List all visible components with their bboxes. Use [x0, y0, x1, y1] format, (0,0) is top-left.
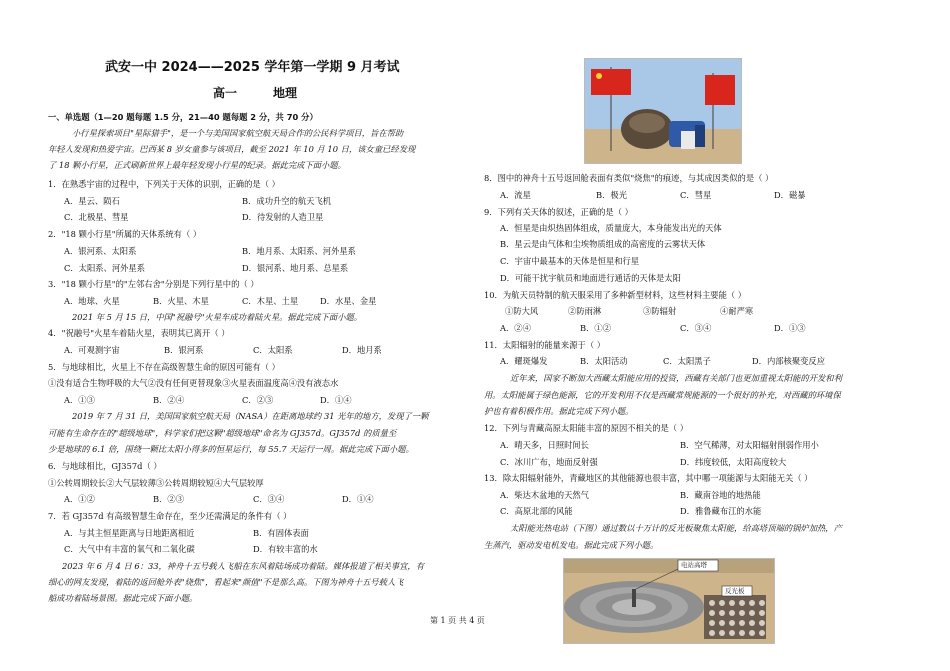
- passage6-line: 生蒸汽，驱动发电机发电。据此完成下列小题。: [484, 540, 659, 550]
- q1-stem: 1．在熟悉宇宙的过程中，下列关于天体的识别，正确的是（ ）: [48, 179, 280, 189]
- q7-stem: 7．若 GJ357d 有高级智慧生命存在，至少还需满足的条件有（ ）: [48, 511, 292, 521]
- q10-option-c[interactable]: C．③④: [680, 323, 712, 333]
- q10-statement: ④耐严寒: [720, 306, 754, 316]
- passage3-line: 2019 年 7 月 31 日，美国国家航空航天局（NASA）在距离地球约 31 光年的地方，发现了一颗: [72, 411, 429, 421]
- q1-option-d[interactable]: D．待发射的人造卫星: [242, 212, 324, 222]
- q3-stem: 3．"18 颗小行星"的"左邻右舍"分别是下列行星中的（ ）: [48, 279, 259, 289]
- q7-option-b[interactable]: B．有固体表面: [253, 528, 309, 538]
- q7-option-c[interactable]: C．大气中有丰富的氧气和二氧化碳: [64, 544, 195, 554]
- q11-option-a[interactable]: A．耀斑爆发: [500, 356, 548, 366]
- q3-option-d[interactable]: D．水星、金星: [320, 296, 377, 306]
- q13-option-c[interactable]: C．高原北部的风能: [500, 506, 573, 516]
- q8-stem: 8．图中的神舟十五号返回舱表面有类似"烧焦"的痕迹，与其成因类似的是（ ）: [484, 173, 774, 183]
- q9-option-a[interactable]: A．恒星是由炽热固体组成，质量庞大，本身能发出光的天体: [500, 223, 722, 233]
- subject-label: 地理: [273, 86, 298, 100]
- passage3-line: 少是地球的 6.1 倍，围绕一颗比太阳小得多的恒星运行，每 55.7 天运行一周。据此完成下面小题。: [48, 444, 414, 454]
- q10-stem: 10．为航天员特制的航天服采用了多种新型材料，这些材料主要能（ ）: [484, 290, 747, 300]
- q10-statement: ①防大风: [505, 306, 539, 316]
- page-footer: 第 1 页 共 4 页: [430, 616, 485, 625]
- q9-option-c[interactable]: C．宇宙中最基本的天体是恒星和行星: [500, 256, 640, 266]
- q3-option-a[interactable]: A．地球、火星: [64, 296, 120, 306]
- q10-option-a[interactable]: A．②④: [500, 323, 531, 333]
- q6-stem: 6．与地球相比，GJ357d（ ）: [48, 461, 162, 471]
- q6-option-a[interactable]: A．①②: [64, 494, 95, 504]
- q5-option-b[interactable]: B．②④: [153, 395, 184, 405]
- q8-option-c[interactable]: C．彗星: [680, 190, 712, 200]
- passage1-line: 年轻人发现和热爱宇宙。巴西某 8 岁女童参与该项目，截至 2021 年 10 月 10 日，该女童已经发现: [48, 144, 416, 154]
- q5-statements: ①没有适合生物呼吸的大气②没有任何更替现象③火星表面温度高④没有液态水: [48, 378, 339, 388]
- q11-stem: 11．太阳辐射的能量来源于（ ）: [484, 340, 606, 350]
- q4-option-b[interactable]: B．银河系: [164, 345, 204, 355]
- q7-option-a[interactable]: A．与其主恒星距离与日地距离相近: [64, 528, 195, 538]
- q12-stem: 12．下列与青藏高原太阳能丰富的原因不相关的是（ ）: [484, 423, 689, 433]
- tower-label: 电站高塔: [681, 561, 707, 569]
- q4-option-a[interactable]: A．可观测宇宙: [64, 345, 120, 355]
- q6-option-b[interactable]: B．②③: [153, 494, 184, 504]
- passage3-line: 可能有生命存在的"超级地球"，科学家们把这颗"超级地球"命名为 GJ357d。GJ357d 的质量至: [48, 428, 397, 438]
- q2-stem: 2．"18 颗小行星"所属的天体系统有（ ）: [48, 229, 202, 239]
- q2-option-c[interactable]: C．太阳系、河外星系: [64, 263, 146, 273]
- passage1-line: 了 18 颗小行星，正式刷新世界上最年轻发现小行星的纪录。据此完成下面小题。: [48, 160, 346, 170]
- q10-statement: ③防辐射: [643, 306, 677, 316]
- passage5-line: 用。太阳能属于绿色能源，它的开发利用不仅是西藏常规能源的一个很好的补充，对西藏的环境保: [484, 390, 841, 400]
- q13-option-a[interactable]: A．柴达木盆地的天然气: [500, 490, 589, 500]
- section-heading: 一、单选题（1—20 题每题 1.5 分，21—40 题每题 2 分，共 70 分）: [48, 112, 318, 122]
- passage1-line: 小行星探索项目"星际猎手"，是一个与美国国家航空航天局合作的公民科学项目，旨在帮助: [72, 128, 404, 138]
- q13-stem: 13．除太阳辐射能外，青藏地区的其他能源也很丰富，其中哪一项能源与太阳能无关（ ）: [484, 473, 813, 483]
- solar-plant-photo: [563, 558, 775, 644]
- q4-option-c[interactable]: C．太阳系: [253, 345, 293, 355]
- q3-option-c[interactable]: C．木星、土星: [242, 296, 299, 306]
- q9-option-d[interactable]: D．可能干扰宇航员和地面进行通话的天体是太阳: [500, 273, 681, 283]
- q13-option-d[interactable]: D．雅鲁藏布江的水能: [680, 506, 762, 516]
- q5-stem: 5．与地球相比，火星上不存在高级智慧生命的原因可能有（ ）: [48, 362, 280, 372]
- passage4-line: 船成功着陆场景图。据此完成下面小题。: [48, 593, 198, 603]
- q13-option-b[interactable]: B．藏南谷地的地热能: [680, 490, 761, 500]
- passage6-line: 太阳能光热电站（下图）通过数以十万计的反光板聚焦太阳能，给高塔顶端的锅炉加热，产: [510, 523, 842, 533]
- passage5-line: 护也有着积极作用。据此完成下列小题。: [484, 406, 634, 416]
- q11-option-d[interactable]: D．内部核聚变反应: [752, 356, 826, 366]
- q5-option-c[interactable]: C．②③: [242, 395, 274, 405]
- grade-label: 高一: [213, 86, 238, 100]
- q6-option-c[interactable]: C．③④: [253, 494, 285, 504]
- q6-option-d[interactable]: D．①④: [342, 494, 374, 504]
- landing-photo: [584, 58, 742, 164]
- q1-option-c[interactable]: C．北极星、彗星: [64, 212, 129, 222]
- q2-option-d[interactable]: D．银河系、地月系、总星系: [242, 263, 349, 273]
- q8-option-d[interactable]: D．磁暴: [774, 190, 806, 200]
- q5-option-d[interactable]: D．①④: [320, 395, 352, 405]
- q2-option-a[interactable]: A．银河系、太阳系: [64, 246, 137, 256]
- passage4-line: 2023 年 6 月 4 日 6：33，神舟十五号载人飞船在东风着陆场成功着陆。媒体报道了相关事宜，有: [62, 561, 425, 571]
- q10-option-d[interactable]: D．①③: [774, 323, 806, 333]
- q12-option-c[interactable]: C．冰川广布，地面反射强: [500, 457, 598, 467]
- passage2: 2021 年 5 月 15 日，中国"祝融号"火星车成功着陆火星。据此完成下面小题。: [72, 312, 363, 322]
- q4-stem: 4．"祝融号"火星车着陆火星，表明其已离开（ ）: [48, 328, 230, 338]
- q3-option-b[interactable]: B．火星、木星: [153, 296, 209, 306]
- q11-option-c[interactable]: C．太阳黑子: [663, 356, 711, 366]
- q1-option-a[interactable]: A．星云、陨石: [64, 196, 120, 206]
- q9-stem: 9．下列有关天体的叙述，正确的是（ ）: [484, 207, 633, 217]
- q12-option-b[interactable]: B．空气稀薄，对太阳辐射削弱作用小: [680, 440, 819, 450]
- q8-option-a[interactable]: A．流星: [500, 190, 531, 200]
- passage4-line: 细心的网友发现，着陆的返回舱外表"烧焦"，看起来"颜值"不是那么高。下图为神舟十五号载人飞: [48, 577, 404, 587]
- q7-option-d[interactable]: D．有较丰富的水: [253, 544, 318, 554]
- q11-option-b[interactable]: B．太阳活动: [580, 356, 628, 366]
- q8-option-b[interactable]: B．极光: [596, 190, 627, 200]
- q10-statement: ②防雨淋: [568, 306, 602, 316]
- q2-option-b[interactable]: B．地月系、太阳系、河外星系: [242, 246, 356, 256]
- q12-option-a[interactable]: A．晴天多，日照时间长: [500, 440, 589, 450]
- q6-statements: ①公转周期较长②大气层较薄③公转周期较短④大气层较厚: [48, 478, 264, 488]
- exam-title: 武安一中 2024——2025 学年第一学期 9 月考试: [105, 60, 400, 75]
- panel-label: 反光板: [725, 587, 745, 595]
- q10-option-b[interactable]: B．①②: [580, 323, 611, 333]
- q4-option-d[interactable]: D．地月系: [342, 345, 382, 355]
- passage5-line: 近年来，国家不断加大西藏太阳能应用的投资，西藏有关部门也更加重视太阳能的开发和利: [510, 373, 842, 383]
- q5-option-a[interactable]: A．①③: [64, 395, 95, 405]
- q9-option-b[interactable]: B．星云是由气体和尘埃物质组成的高密度的云雾状天体: [500, 239, 706, 249]
- q1-option-b[interactable]: B．成功升空的航天飞机: [242, 196, 332, 206]
- q12-option-d[interactable]: D．纬度较低，太阳高度较大: [680, 457, 787, 467]
